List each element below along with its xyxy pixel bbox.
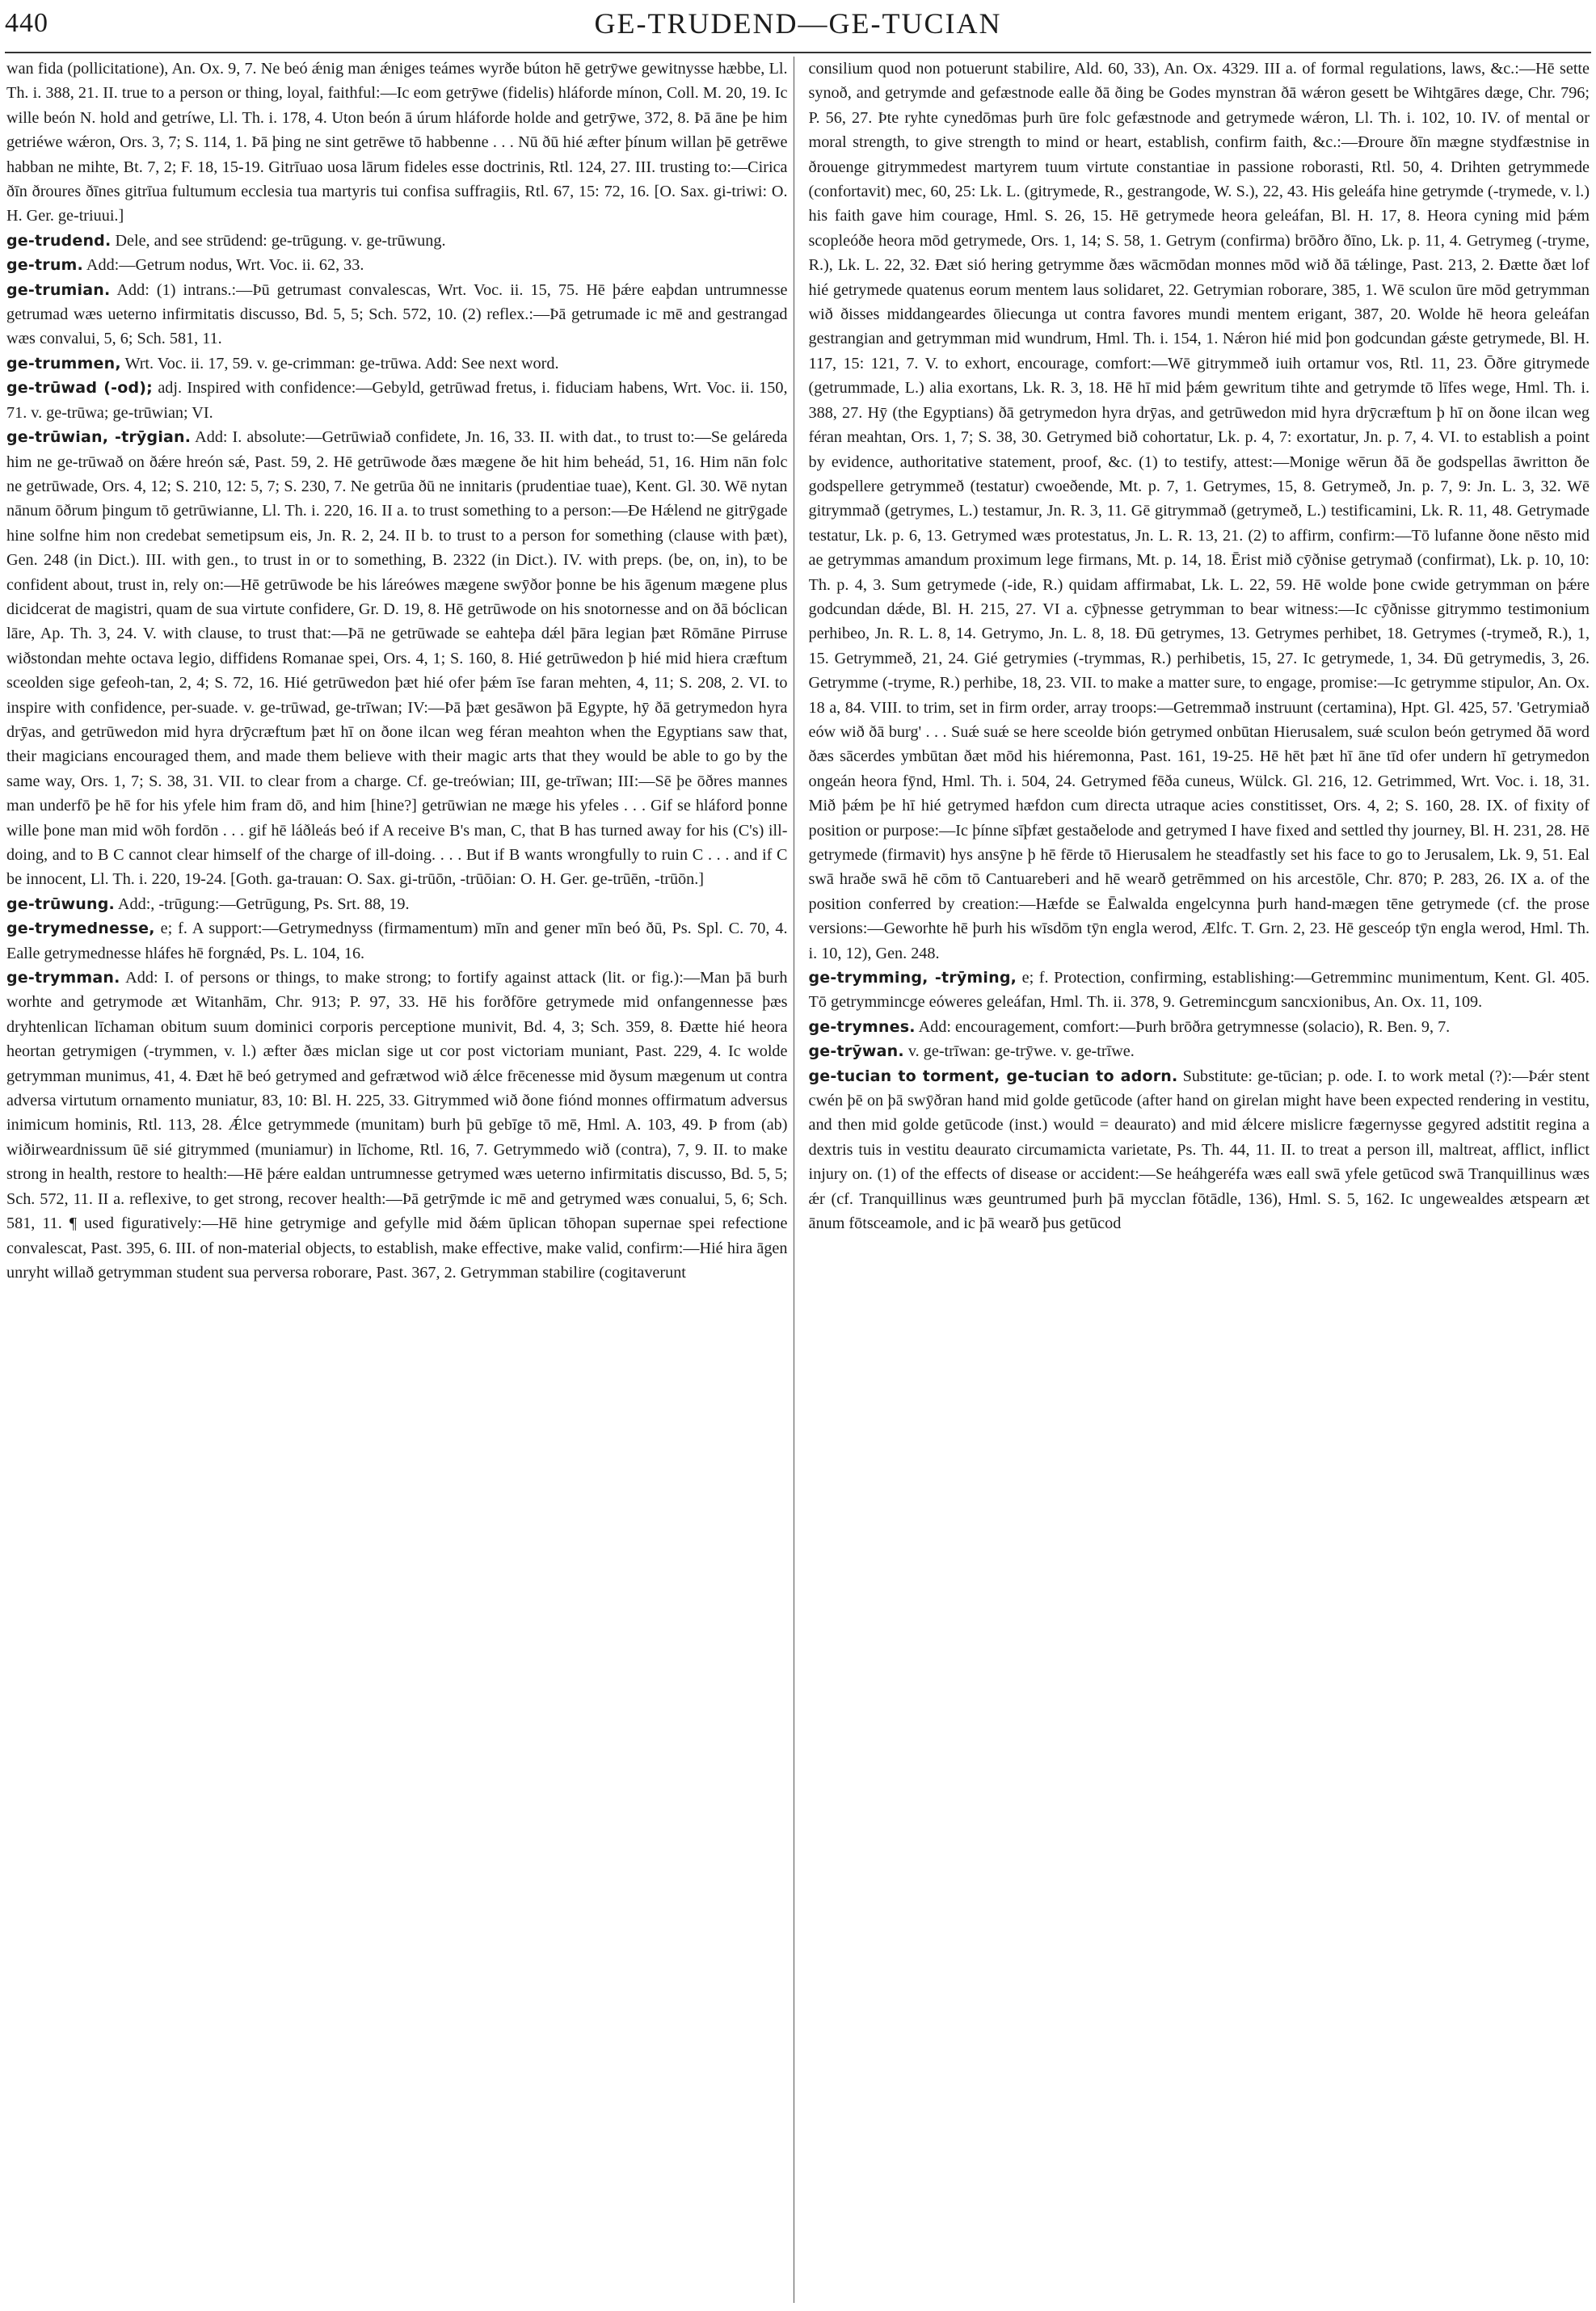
entry-text: Substitute: ge-tūcian; p. ode. I. to work metal (?):—Þǽr stent cwén þē on þā swȳðran hand mid golde getūcode (after hand on girelan might have been expected rendering in vestitu, and then mid golde getūcode (inst.) would = deaurato) and mid ǽlcere mislicre fægernysse gegyred adstitit regina a dextris tuis in vestitu deaurato circumamicta varietate, Ps. Th. 44, 11. II. to treat a person ill, maltreat, afflict, inflict injury on. (1) of the effects of disease or accident:—Se heáhgeréfa wæs eall swā yfele getūcod swā Tranquillinus wæs ǽr (cf. Tranquillinus wæs geuntrumed þurh þā mycclan fōtādle, 136), Hml. S. 5, 162. Ic ungewealdes ætspearn æt ānum fōtsceamole, and ic þā wearð þus getūcod (808, 1067, 1590, 1233)
dictionary-entry (6, 916, 788, 966)
entry-text: e; f. Protection, confirming, establishing:—Getremminc munimentum, Kent. Gl. 405. Tō getrymmincge eóweres geleáfan, Hml. Th. ii. 378, 9. Getremincgum sancxionibus, An. Ox. 11, 109. (808, 969, 1590, 1012)
entry-headword: ge-trudend. (6, 231, 112, 250)
entry-text: Add: (1) intrans.:—Þū getrumast convalescas, Wrt. Voc. ii. 15, 75. Hē þǽre eaþdan untrumnesse getrumad wæs ueterno infirmitatis discusso, Bd. 5, 5; Sch. 572, 10. (2) reflex.:—Þā getrumade ic mē and gestrangad wæs convalui, 5, 6; Sch. 581, 11. (6, 280, 788, 348)
entry-text: Wrt. Voc. ii. 17, 59. v. ge-crimman: ge-trūwa. Add: See next word. (124, 354, 559, 373)
entry-text: e; f. A support:—Getrymednyss (firmamentum) mīn and gener mīn beó ðū, Ps. Spl. C. 70, 4. Ealle getrymednesse hláfes hē forgnǽd, Ps. L. 104, 16. (6, 920, 788, 962)
entry-headword: ge-trumian. (6, 280, 111, 299)
dictionary-entry (6, 229, 788, 253)
entry-text: Add: I. absolute:—Getrūwiað confidete, Jn. 16, 33. II. with dat., to trust to:—Se geláreda him ne ge-trūwað on ðǽre hreón sǽ, Past. 59, 2. Hē getrūwode ðæs mægene ðe hit him beheád, 51, 16. Him nān folc ne getrūwade, Ors. 4, 12; S. 210, 12: 5, 7; S. 230, 7. Ne getrūa ðū ne innitaris (prudentiae tuae), Kent. Gl. 30. Wē nytan nānum ōðrum þingum tō getrūwianne, Ll. Th. i. 220, 16. II a. to trust something to a person:—Ðe Hǽlend ne gitrȳgade hine solfne him non credebat semetipsum eis, Jn. R. 2, 24. II b. to trust to a person for something (clause with þæt), Gen. 248 (in Dict.). III. with gen., to trust in or to something, B. 2322 (in Dict.). IV. with preps. (be, on, in), to be confident about, trust in, rely on:—Hē getrūwode be his láreówes mægene swȳðor þonne be his āgenum mægene plus dicidcerat de magistri, quam de sua virtute confidere, Gr. D. 19, 8. Hē getrūwode on his snotornesse and on ðā bóclican lāre, Ap. Th. 3, 24. V. with clause, to trust that:—Þā ne getrūwade se eahteþa dǽl þāra legian þæt Rōmāne Pirruse wiðstondan mehte octava legio, diffidens Romanae spei, Ors. 4, 1; S. 160, 8. Hié getrūwedon þ hié mid hiera cræftum sceolden sige gefeoh-tan, 2, 4; S. 72, 16. Hié getrūwedon þæt hié ofer þǽm īse faran mehten, 4, 11; S. 208, 2. VI. to inspire with confidence, per-suade. v. ge-trūwad, ge-trīwan; IV:—Þā þæt gesāwon þā Egypte, hȳ ðā getrymedon hyra drȳas, and getrūwedon mid hyra drȳcræftum þæt hī on ðone ilcan weg féran meahton when the Egyptians saw that, their magicians encouraged them, and made them believe with their magic arts that they would be able to go by the same way, Ors. 1, 7; S. 38, 31. VII. to clear from a charge. Cf. ge-treówian; III, ge-trīwan; III:—Sē þe ōðres mannes man underfō þe hē for his yfele him fram dō, and him [hine?] getrūwian ne mæge his yfeles . . . Gif se hláford þonne wille þone man mid wōh fordōn . . . gif hē láðleás beó if A receive B's man, C, that B has turned away for his (C's) ill-doing, and to B C cannot clear himself of the charge of ill-doing. . . . But if B wants wrongfully to ruin C . . . and if C be innocent, Ll. Th. i. 220, 19-24. [Goth. ga-trauan: O. Sax. gi-trūōn, -trūōian: O. H. Ger. ge-trūēn, -trūōn.] (6, 428, 788, 889)
dictionary-entry (809, 1064, 1590, 1236)
dictionary-entry (6, 57, 788, 229)
right-column (809, 57, 1590, 2305)
dictionary-entry (809, 1015, 1590, 1039)
entry-headword: ge-trymming, -trȳming, (808, 969, 1017, 987)
entry-text: Add: I. of persons or things, to make strong; to fortify against attack (lit. or fig.):—Man þā burh worhte and getrymode æt Witanhām, Chr. 913; P. 97, 33. Hē his forðfōre getrymede mid onfangennesse þæs dryhtenlican līchaman obitum suum dominici corporis perceptione munivit, Bd. 4, 3; Sch. 359, 8. Ðætte hié heora heortan getrymigen (-trymmen, v. l.) æfter ðæs miclan sige ut cor post victoriam muniant, Past. 229, 4. Ic wolde getrymman munimus, 41, 4. Ðæt hē beó getrymed and gefrætwod wið ǽlce frēcenesse mid ðysum mægenum ut contra adversa virtutum ornamento muniatur, 83, 10: Bl. H. 225, 33. Gitrymmed wið ðone fiónd monnes offirmatum adversus inimicum hominis, Rtl. 113, 28. Ǽlce getrymmede (munitam) burh þū gebīge tō mē, Hml. A. 103, 49. Þ from (ab) wiðirweardnissum ūē sié gitrymmed (muniamur) in līchome, Rtl. 16, 7. Getrymmedo wið (contra), 7, 9. II. to make strong in health, restore to health:—Hē þǽre ealdan untrumnesse getrymed wæs ueterno infirmitatis discusso, Bd. 5, 5; Sch. 572, 11. II a. reflexive, to get strong, recover health:—Þā getrȳmde ic mē and getrymed wæs conualui, 5, 6; Sch. 581, 11. ¶ used figuratively:—Hē hine getrymige and gefylle mid ðǽm ūplican tōhopan supernae spei refectione convalescat, Past. 395, 6. III. of non-material objects, to establish, make effective, make valid, confirm:—Hié hira āgen unryht willað getrymman student sua perversa roborare, Past. 367, 2. Getrymman stabilire (cogitaverunt (6, 969, 788, 1282)
entry-headword: ge-trymnes. (808, 1017, 916, 1036)
page-header (0, 3, 1596, 53)
body-columns (6, 57, 1590, 2305)
dictionary-entry (6, 376, 788, 425)
entry-text: v. ge-trīwan: ge-trȳwe. v. ge-trīwe. (907, 1042, 1135, 1061)
entry-text: Add:, -trūgung:—Getrūgung, Ps. Srt. 88, 19. (117, 895, 410, 913)
entry-text: wan fida (pollicitatione), An. Ox. 9, 7. Ne beó ǽnig man ǽniges teámes wyrðe búton hē getrȳwe gewitnysse hæbbe, Ll. Th. i. 388, 21. II. true to a person or thing, loyal, faithful:—Ic eom getrȳwe (fidelis) hláforde mínon, Coll. M. 20, 19. Ic wille beón N. hold and getríwe, Ll. Th. i. 178, 4. Uton beón ā úrum hláforde holde and getrȳwe, 372, 8. Þā āne þe him getriéwe wǽron, Ors. 3, 7; S. 114, 1. Þā þing ne sint getrēwe tō habbenne . . . Nū ðū hié æfter þínum willan þē getrēwe habban ne mihte, Bt. 7, 2; F. 18, 15-19. Gitrīuao uosa lārum fideles esse doctrinis, Rtl. 124, 27. III. trusting to:—Cirica ðīn ðroures ðīnes gitrīua fultumum ecclesia tua martyris tui confisa suffragiis, Rtl. 67, 15: 72, 16. [O. Sax. gi-triwi: O. H. Ger. ge-triuui.] (6, 60, 788, 225)
dictionary-entry (809, 1039, 1590, 1063)
left-column (6, 57, 788, 2305)
dictionary-entry (809, 966, 1590, 1015)
running-head: GE-TRUDEND—GE-TUCIAN (594, 7, 1002, 40)
entry-headword: ge-trum. (6, 256, 83, 275)
entry-headword: ge-trymednesse, (6, 920, 155, 938)
entry-text: Add: encouragement, comfort:—Þurh brōðra getrymnesse (solacio), R. Ben. 9, 7. (918, 1017, 1451, 1036)
entry-headword: ge-trūwian, -trȳgian. (6, 428, 192, 447)
dictionary-entry (809, 57, 1590, 966)
entry-text: Dele, and see strūdend: ge-trūgung. v. ge-trūwung. (115, 231, 446, 250)
entry-text: consilium quod non potuerunt stabilire, Ald. 60, 33), An. Ox. 4329. III a. of formal regulations, laws, &c.:—Hē sette synoð, and getrymde and gefæstnode ealle ðā ðing be Godes mynstran ðā wǽron gesett be Wihtgāres dæge, Chr. 796; P. 56, 27. Þte ryhte cynedōmas þurh ūre folc gefæstnode and getrymede wǽron, Ll. Th. i. 102, 10. IV. of mental or moral strength, to give strength to mind or heart, establish, confirm faith, &c.:—Ðroure ðīn mægne stydfæstnise in ðrouenge gitrymmedest martyrem tuum virtute constantiae in passione roborasti, Rtl. 50, 4. Drihten getrymmede (confortavit) mec, 60, 25: Lk. L. (gitrymede, R., gestrangode, W. S.), 22, 43. His geleáfa hine getrymde (-trymede, v. l.) his faith gave him courage, Hml. S. 26, 15. Hē getrymede heora geleáfan, Bl. H. 17, 8. Heora cyning mid þǽm scopleóðe heora mōd getrymede, Ors. 1, 14; S. 58, 1. Getrym (confirma) brōðro ðīno, Lk. p. 11, 4. Getrymeg (-tryme, R.), Lk. L. 22, 32. Ðæt sió hering getrymme ðæs wācmōdan monnes mōd wið ðā tǽlinge, Past. 213, 2. Ðætte ðæt lof hié getrymede quatenus eorum mentem laus solidaret, 22. Getrymian roborare, 385, 1. Wē sculon ūre mōd getrymman wið ðisses middangeardes ōliecunga ut contra favores mundi mentem erigant, 387, 20. Wolde hē heora geleáfan gestrangian and getrymman mid wundrum, Hml. Th. i. 154, 1. Nǽron hié mid þon godcundan gǽste getrymede, Bl. H. 117, 15: 121, 7. V. to exhort, encourage, comfort:—Wē gitrymmeð iuih ortamur vos, Rtl. 11, 23. Ōðre gitrymede (getrummade, L.) alia exortans, Lk. R. 3, 18. Hē hī mid þǽm gewritum tihte and getrymde tō līfes wege, Hml. Th. i. 388, 27. Hȳ (the Egyptians) ðā getrymedon hyra drȳas, and getrūwedon mid hyra drȳcræftum þ hī on ðone ilcan weg féran meahtan, Ors. 1, 7; S. 38, 30. Getrymed bið cohortatur, Lk. p. 4, 7: exortatur, Jn. p. 7, 4. VI. to establish a point by evidence, authoritative statement, proof, &c. (1) to testify, attest:—Monige wērun ðā ðe godspellas āwritton ðe godspellere getrymmeð (testatur) cwoeðende, Mt. p. 7, 1. Getrymes, 15, 8. Getrymeð, Jn. p. 7, 9: Jn. L. 3, 32. Wē gitrymmað (getrymes, L.) testamur, Jn. R. 3, 11. Gē gitrymmað (getrymeð, L.) testificamini, Lk. R. 11, 48. Getrymade testatur, Lk. p. 6, 13. Getrymed wæs protestatus, Jn. L. R. 13, 21. (2) to affirm, confirm:—Tō lufanne ðone nēsto mid ae getrymmas amandum proximum lege firmans, Mt. p. 14, 18. Ērist mið cȳðnise getrymað (confirmat), Lk. p. 10, 10: Th. p. 4, 3. Sum getrymede (-ide, R.) quidam affirmabat, Lk. L. 22, 59. Hē wolde þone cwide getrymman on þǽre godcundan dǽde, Bl. H. 215, 27. VI a. cȳþnesse getrymman to bear witness:—Ic cȳðnisse gitrymmo testimonium perhibeo, Jn. R. L. 8, 14. Getrymo, Jn. L. 8, 18. Ðū getrymes, 13. Getrymes perhibet, 18. Getrymes (-trymeð, R.), 1, 15. Getrymmeð, 21, 24. Gié getrymies (-trymmas, R.) perhibetis, 15, 27. Ic getrymede, 1, 34. Ðū getrymedis, 3, 26. Getrymme (-tryme, R.) perhibe, 18, 23. VII. to make a matter sure, to engage, promise:—Ic getrymme stipulor, An. Ox. 18 a, 84. VIII. to trim, set in firm order, array troops:—Getremmað instruunt (certamina), Hpt. Gl. 425, 57. 'Getrymiað eów wið ðā burg' . . . Suǽ suǽ se here sceolde bión getrymed onbūtan Hierusalem, suǽ sculon beón getrymed ðā word ðæs sācerdes ymbūtan ðæt mōd his hiéremonna, Past. 161, 19-25. Hē hēt þæt hī āne tīd ofer undern hī getrymedon ongeán heora fȳnd, Hml. Th. i. 504, 24. Getrymed fēða cuneus, Wülck. Gl. 216, 12. Getrimmed, Wrt. Voc. i. 18, 31. Mið þǽm þe hī hié getrymed hæfdon cum directa utraque acies constitisset, Ors. 4, 2; S. 160, 28. IX. of fixity of position or purpose:—Ic þínne sīþfæt gestaðelode and getrymed I have fixed and settled thy journey, Bl. H. 231, 28. Hē getrymede (firmavit) hys ansȳne þ hē fērde tō Hierusalem he steadfastly set his face to go to Jerusalem, Lk. 9, 51. Eal swā hraðe swā hē cōm tō Cantuareberi and hē wearð getrēmmed on his arcestōle, Chr. 870; P. 283, 26. IX a. of the position conferred by creation:—Hæfde se Ēalwalda engelcynna þurh hand-mægen tēne getrymede (cf. the prose versions:—Geworhte hē þurh his wīsdōm tȳn engla werod, Ælfc. T. Grn. 2, 23. Hē gesceóp tȳn engla werod, Hml. Th. i. 10, 12), Gen. 248. (808, 60, 1590, 962)
dictionary-entry (6, 425, 788, 892)
entry-headword: ge-trȳwan. (808, 1042, 904, 1061)
entry-headword: ge-trymman. (6, 969, 120, 987)
entry-text: Add:—Getrum nodus, Wrt. Voc. ii. 62, 33. (86, 256, 364, 275)
dictionary-entry (6, 966, 788, 1285)
header-rule (5, 52, 1591, 53)
dictionary-entry (6, 253, 788, 277)
entry-text: adj. Inspired with confidence:—Gebyld, getrūwad fretus, i. fiduciam habens, Wrt. Voc. ii. 150, 71. v. ge-trūwa; ge-trūwian; VI. (6, 379, 788, 422)
entry-headword: ge-tucian to torment, ge-tucian to adorn. (808, 1067, 1178, 1085)
dictionary-entry (6, 892, 788, 916)
page-number: 440 (5, 8, 48, 38)
dictionary-entry (6, 278, 788, 351)
entry-headword: ge-trūwung. (6, 895, 115, 913)
dictionary-entry (6, 351, 788, 376)
entry-headword: ge-trūwad (-od); (6, 379, 153, 398)
entry-headword: ge-trummen, (6, 354, 121, 373)
